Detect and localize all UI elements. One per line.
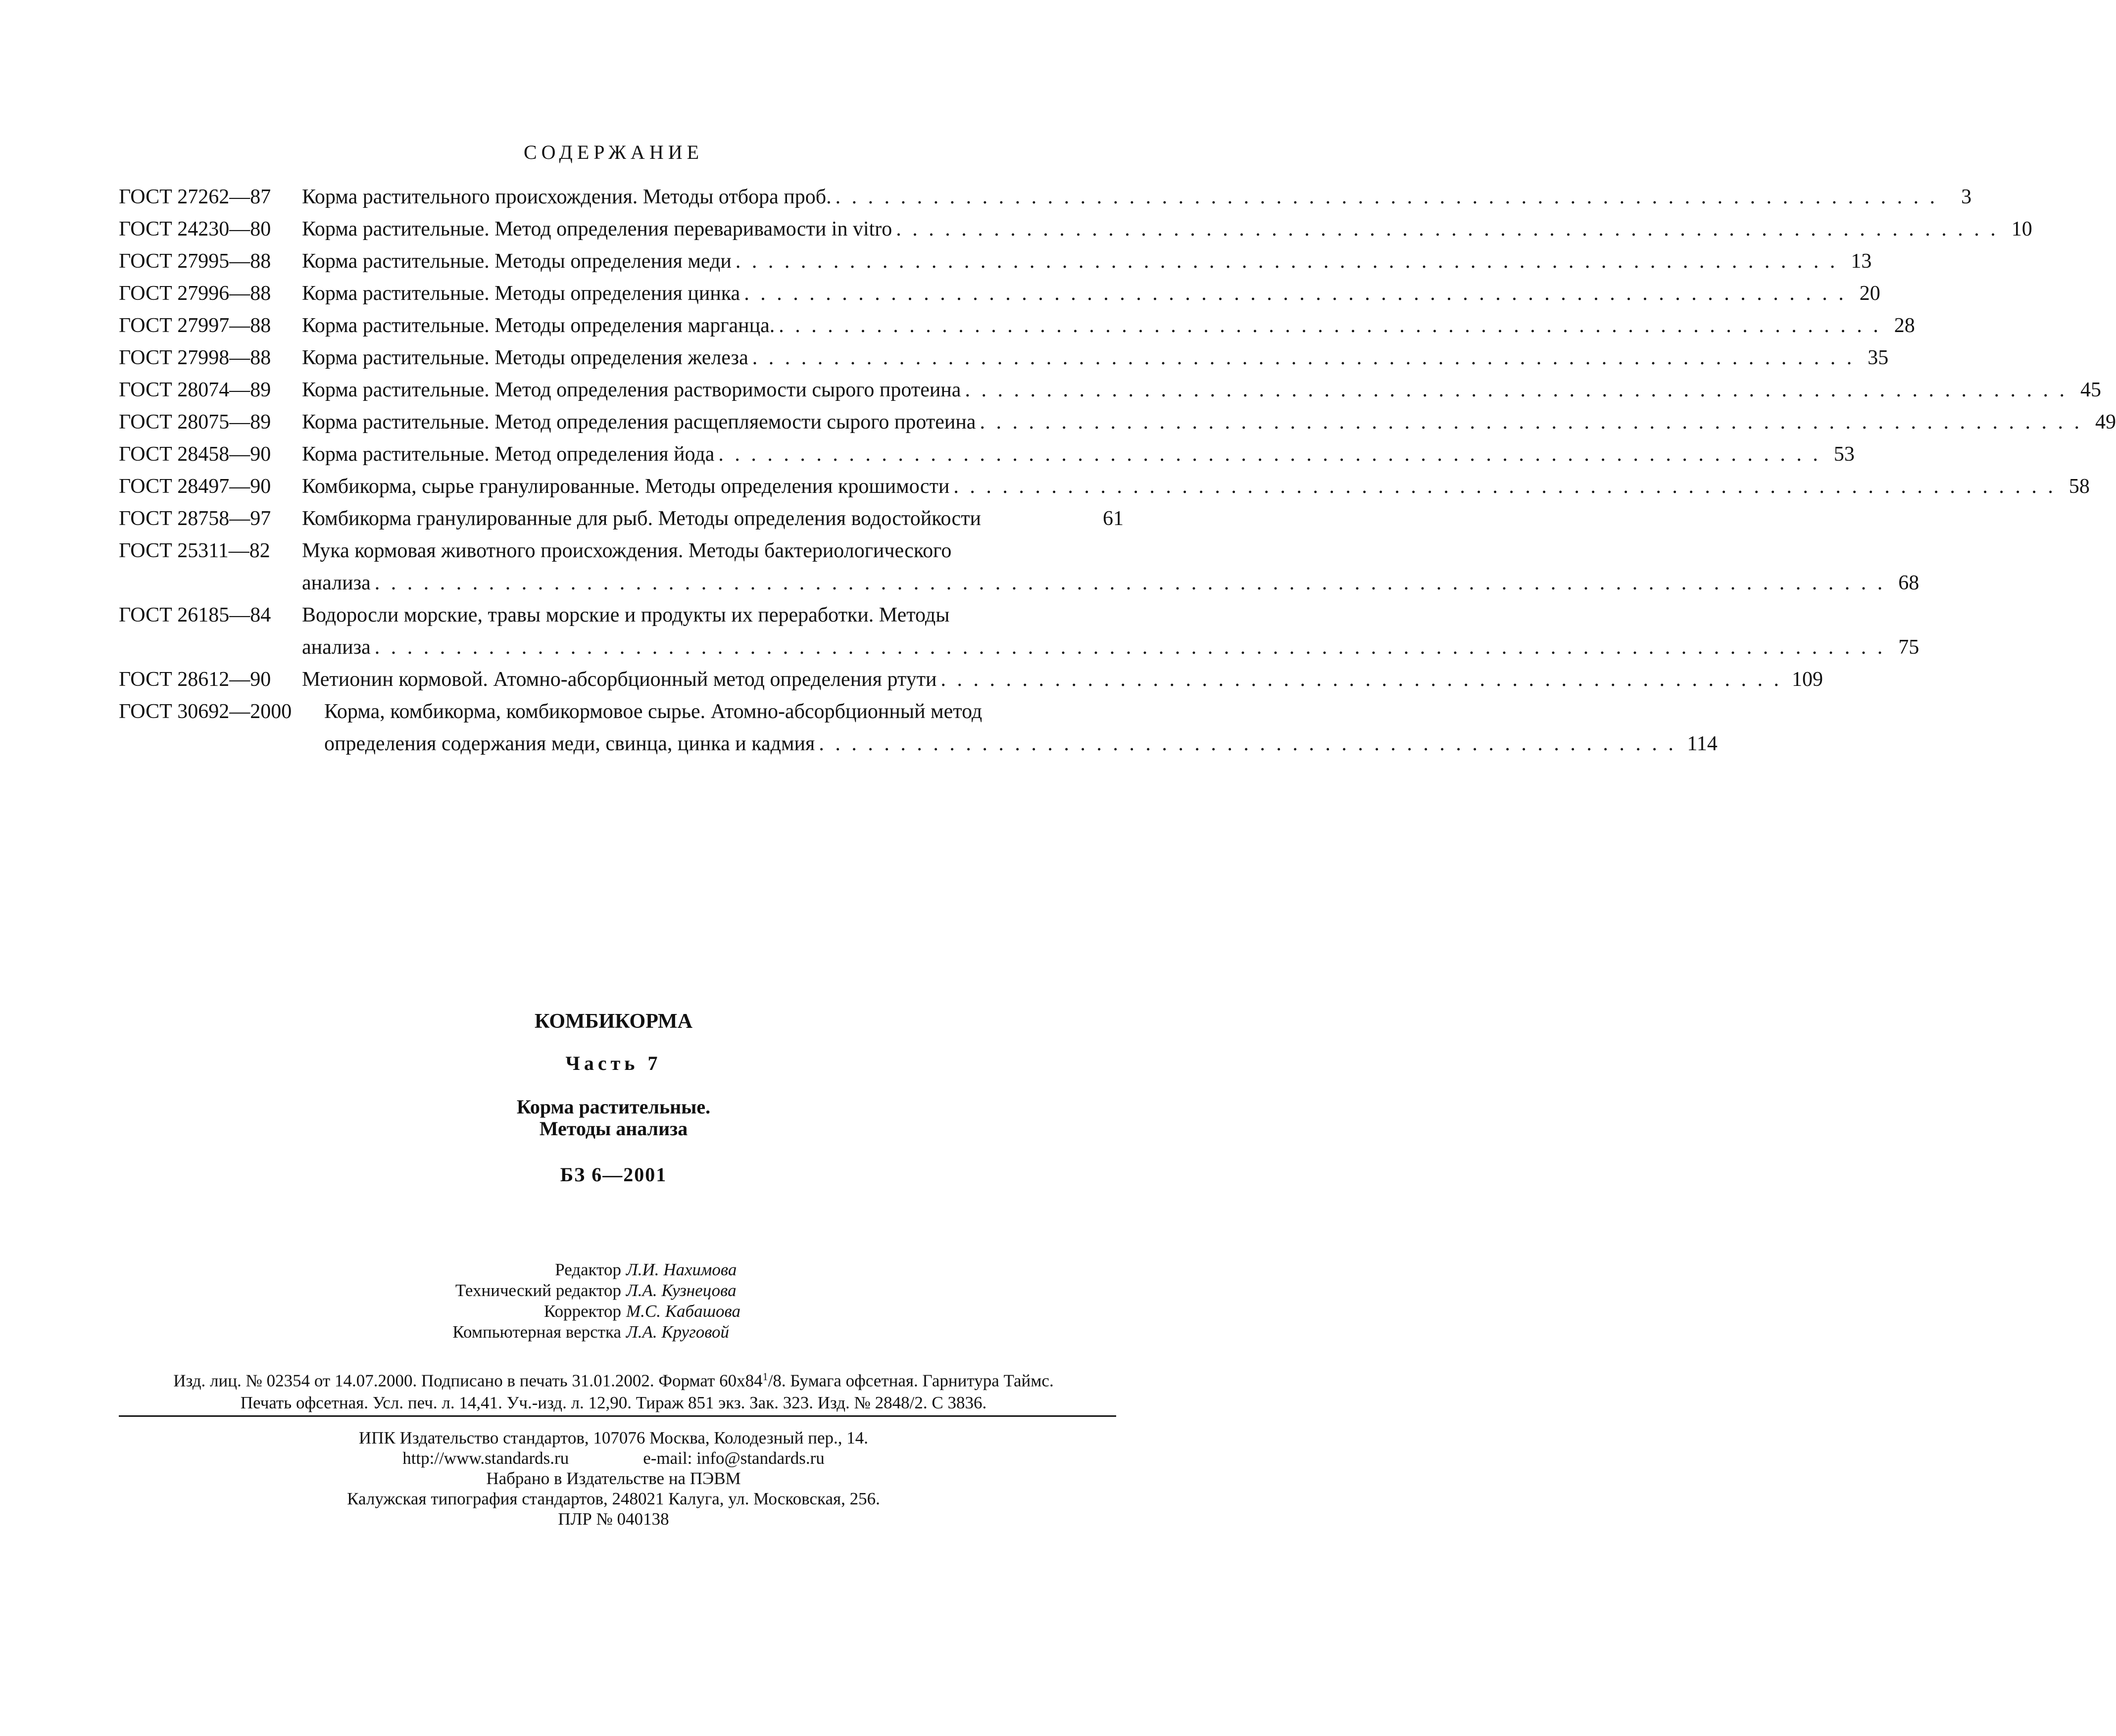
toc-title: Корма растительные. Метод определения переваривамости in vitro xyxy=(302,218,892,241)
credit-line xyxy=(0,1280,1227,1301)
toc-entry xyxy=(119,668,1823,700)
toc-title-continuation: анализа xyxy=(302,636,371,659)
toc-leader: . . . . . . . . . . . . . . . . . . . . . . . . . . . . . . . . . . . . . . . . . . . . . . . . . . . . . . . . . . . . . . . . . . . . xyxy=(744,282,1847,305)
toc-code: ГОСТ 28458—90 xyxy=(119,443,271,466)
toc-title: Корма растительного происхождения. Методы отбора проб. xyxy=(302,186,832,208)
toc-page: 75 xyxy=(1898,636,1919,659)
credit-role: Технический редактор xyxy=(455,1281,621,1300)
publication-info xyxy=(0,1366,1227,1414)
toc-title: Корма растительные. Метод определения растворимости сырого протеина xyxy=(302,379,961,401)
toc-title: Корма растительные. Методы определения цинка xyxy=(302,282,740,305)
credit-role: Корректор xyxy=(543,1302,621,1321)
toc-code: ГОСТ 27262—87 xyxy=(119,186,271,208)
divider-rule xyxy=(119,1415,1116,1417)
toc-leader: . . . . . . . . . . . . . . . . . . . . . . . . . . . . . . . . . . . . . . . . . . . . . . . . . . . . . . . . . . . . . . . . . . . . xyxy=(752,346,1855,369)
toc-title: Корма, комбикорма, комбикормовое сырье. Атомно-абсорбционный метод xyxy=(324,700,983,723)
toc-leader: . . . . . . . . . . . . . . . . . . . . . . . . . . . . . . . . . . . . . . . . . . . . . . . . . . . . . . . . . . . . . . . . . . . . xyxy=(980,411,2082,434)
toc-entry-continuation xyxy=(119,635,1919,668)
toc-title: Корма растительные. Методы определения марганца. xyxy=(302,314,775,337)
toc-page: 109 xyxy=(1792,668,1823,691)
toc-title: Водоросли морские, травы морские и продукты их переработки. Методы xyxy=(302,604,950,627)
toc-code: ГОСТ 28497—90 xyxy=(119,475,271,498)
toc-page: 49 xyxy=(2095,411,2116,434)
credits xyxy=(0,1259,1227,1343)
toc-leader: . . . . . . . . . . . . . . . . . . . . . . . . . . . . . . . . . . . . . . . . . . . . . . . . . . . . . . . . . . . . . . . . . . . . . . . . . . . . . . . . . . . . . . . . . . . . . xyxy=(374,636,1886,659)
table-of-contents xyxy=(119,185,2116,764)
toc-code: ГОСТ 27996—88 xyxy=(119,282,271,305)
toc-leader: . . . . . . . . . . . . . . . . . . . . . . . . . . . . . . . . . . . . . . . . . . . . . . . . . . . . . . . . . . . . . . . . . . . . xyxy=(835,186,1938,208)
toc-page: 3 xyxy=(1961,186,1972,208)
toc-title: Корма растительные. Метод определения расщепляемости сырого протеина xyxy=(302,411,976,434)
toc-leader: . . . . . . . . . . . . . . . . . . . . . . . . . . . . . . . . . . . . . . . . . . . . . . . . . . . . . . . . . . . . . . . . . . . . xyxy=(735,250,1838,273)
toc-code: ГОСТ 30692—2000 xyxy=(119,700,292,723)
toc-code: ГОСТ 24230—80 xyxy=(119,218,271,241)
toc-title: Мука кормовая животного происхождения. Методы бактериологического xyxy=(302,539,952,562)
toc-entry xyxy=(119,442,1855,475)
toc-page: 10 xyxy=(2011,218,2032,241)
imprint-typeset: Набрано в Издательстве на ПЭВМ xyxy=(486,1469,741,1488)
format-subscript: 8 xyxy=(773,1371,782,1391)
toc-entry xyxy=(119,249,1872,282)
subtitle-line-1: Корма растительные. xyxy=(516,1096,711,1118)
toc-page: 61 xyxy=(1103,507,1124,530)
toc-entry xyxy=(119,185,1972,217)
toc-entry xyxy=(119,378,2101,410)
toc-entry xyxy=(119,475,2090,507)
toc-leader: . . . . . . . . . . . . . . . . . . . . . . . . . . . . . . . . . . . . . . . . . . . . . . . . . . . . . . . . . . . . . . . . . . . . xyxy=(953,475,2056,498)
credit-person: М.С. Кабашова xyxy=(626,1302,740,1321)
toc-page: 68 xyxy=(1898,572,1919,594)
toc-page: 20 xyxy=(1859,282,1880,305)
publication-line-1 xyxy=(0,1366,1227,1392)
toc-entry-continuation xyxy=(119,732,1718,764)
publication-text-end: . Бумага офсетная. Гарнитура Таймс. xyxy=(781,1371,1054,1391)
toc-entry xyxy=(119,217,2032,249)
toc-title-continuation: анализа xyxy=(302,572,371,594)
toc-entry xyxy=(119,539,1124,571)
toc-title: Комбикорма гранулированные для рыб. Методы определения водостойкости xyxy=(302,507,982,530)
toc-code: ГОСТ 28758—97 xyxy=(119,507,271,530)
toc-title: Корма растительные. Методы определения железа xyxy=(302,346,748,369)
subtitle xyxy=(0,1096,1227,1140)
publication-text: Изд. лиц. № 02354 от 14.07.2000. Подписано в печать 31.01.2002. Формат 60х84 xyxy=(173,1371,763,1391)
toc-title: Корма растительные. Метод определения йода xyxy=(302,443,715,466)
toc-title: Корма растительные. Методы определения меди xyxy=(302,250,732,273)
credit-line xyxy=(0,1301,1227,1322)
imprint-printer: Калужская типография стандартов, 248021 Калуга, ул. Московская, 256. xyxy=(347,1489,880,1508)
imprint xyxy=(0,1428,1227,1529)
toc-entry xyxy=(119,507,1124,539)
format-slash: / xyxy=(768,1371,773,1391)
toc-code: ГОСТ 28612—90 xyxy=(119,668,271,691)
toc-page: 114 xyxy=(1687,732,1718,755)
toc-leader: . . . . . . . . . . . . . . . . . . . . . . . . . . . . . . . . . . . . . . . . . . . . . . . . . . . . . . . . . . . . . . . . . . . . . . . . . . . . . . . . . . . . . . . . . . . . . xyxy=(374,572,1886,594)
toc-code: ГОСТ 28075—89 xyxy=(119,411,271,434)
toc-entry-continuation xyxy=(119,571,1919,603)
toc-entry xyxy=(119,700,1124,732)
subtitle-line-2: Методы анализа xyxy=(539,1117,688,1140)
credit-person: Л.А. Круговой xyxy=(626,1322,730,1342)
credit-person: Л.А. Кузнецова xyxy=(626,1281,737,1300)
toc-page: 45 xyxy=(2080,379,2101,401)
toc-code: ГОСТ 26185—84 xyxy=(119,604,271,627)
toc-code: ГОСТ 28074—89 xyxy=(119,379,271,401)
toc-page: 58 xyxy=(2068,475,2090,498)
toc-title: Комбикорма, сырье гранулированные. Методы определения крошимости xyxy=(302,475,950,498)
toc-code: ГОСТ 27998—88 xyxy=(119,346,271,369)
toc-leader: . . . . . . . . . . . . . . . . . . . . . . . . . . . . . . . . . . . . . . . . . . . . . . . . . . . . . . . . . . . . . . . . . . . . xyxy=(718,443,1821,466)
toc-page: 35 xyxy=(1868,346,1889,369)
toc-title-continuation: определения содержания меди, свинца, цинка и кадмия xyxy=(324,732,815,755)
imprint-email: e-mail: info@standards.ru xyxy=(643,1448,825,1468)
publication-line-2: Печать офсетная. Усл. печ. л. 14,41. Уч.-изд. л. 12,90. Тираж 851 экз. Зак. 323. Изд. № 2848/2. С 3836. xyxy=(240,1393,987,1412)
toc-code: ГОСТ 27997—88 xyxy=(119,314,271,337)
toc-leader: . . . . . . . . . . . . . . . . . . . . . . . . . . . . . . . . . . . . . . . . . . . . . . . . . . . . . . . . . . . . . . . . . . . . xyxy=(896,218,1999,241)
imprint-plr: ПЛР № 040138 xyxy=(558,1509,669,1529)
toc-page: 53 xyxy=(1833,443,1855,466)
imprint-contacts xyxy=(0,1448,1227,1468)
toc-page: 13 xyxy=(1851,250,1872,273)
toc-entry xyxy=(119,314,1915,346)
toc-leader: . . . . . . . . . . . . . . . . . . . . . . . . . . . . . . . . . . . . . . . . . . . . . . . . . . . . . . . . . . . . . . . . . . . . xyxy=(965,379,2067,401)
credit-line xyxy=(0,1322,1227,1343)
toc-page: 28 xyxy=(1894,314,1915,337)
toc-heading: СОДЕРЖАНИЕ xyxy=(523,141,704,163)
credit-person: Л.И. Нахимова xyxy=(626,1260,737,1279)
toc-entry xyxy=(119,603,1124,635)
toc-code: ГОСТ 27995—88 xyxy=(119,250,271,273)
toc-code: ГОСТ 25311—82 xyxy=(119,539,270,562)
toc-entry xyxy=(119,282,1880,314)
bz-number: БЗ 6—2001 xyxy=(560,1163,667,1186)
credit-role: Редактор xyxy=(555,1260,621,1279)
toc-leader: . . . . . . . . . . . . . . . . . . . . . . . . . . . . . . . . . . . . . . . . . . . . . . . . . . . . . xyxy=(819,732,1676,755)
toc-leader: . . . . . . . . . . . . . . . . . . . . . . . . . . . . . . . . . . . . . . . . . . . . . . . . . . . . . . . . . . . . . . . . . . . . xyxy=(779,314,1881,337)
imprint-url: http://www.standards.ru xyxy=(402,1448,569,1468)
toc-title: Метионин кормовой. Атомно-абсорбционный метод определения ртути xyxy=(302,668,937,691)
toc-entry xyxy=(119,346,1889,378)
collection-title: КОМБИКОРМА xyxy=(534,1010,693,1033)
credit-line xyxy=(0,1259,1227,1280)
toc-entry xyxy=(119,410,2116,442)
part-title: Часть 7 xyxy=(565,1052,662,1074)
toc-leader: . . . . . . . . . . . . . . . . . . . . . . . . . . . . . . . . . . . . . . . . . . . . . . . . . . . . xyxy=(940,668,1782,691)
imprint-address: ИПК Издательство стандартов, 107076 Москва, Колодезный пер., 14. xyxy=(358,1428,869,1447)
format-superscript: 1 xyxy=(762,1370,768,1383)
credit-role: Компьютерная верстка xyxy=(452,1322,621,1342)
